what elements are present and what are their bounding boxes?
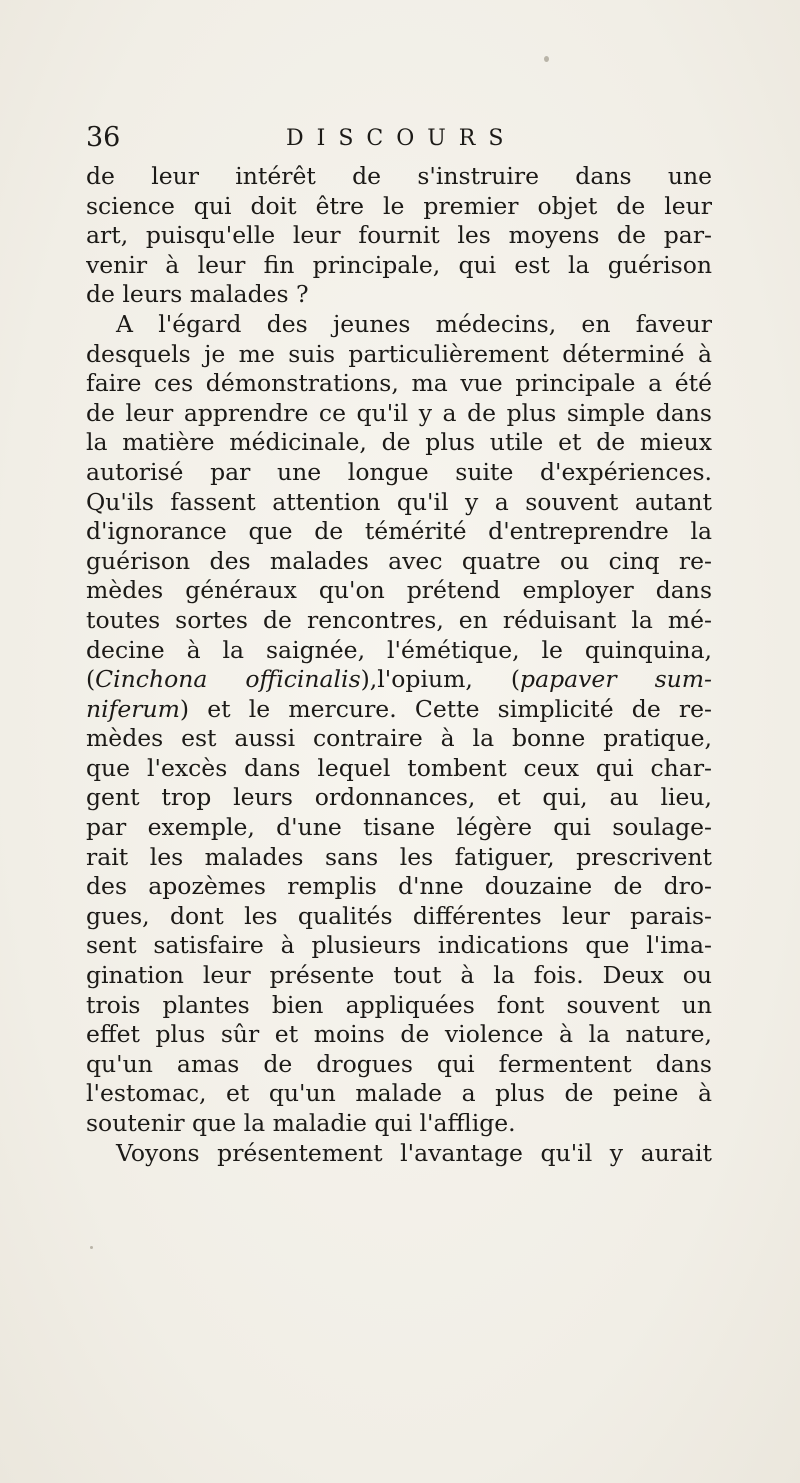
text-line: trois plantes bien appliquées font souvent un [86,990,712,1019]
text-line: sent satisfaire à plusieurs indications que l'ima- [86,931,712,960]
text-line: faire ces démonstrations, ma vue principale a été [86,369,712,398]
text-line: de leurs malades ? [86,280,309,309]
text-line: Qu'ils fassent attention qu'il y a souvent autant [86,487,712,516]
text-line: de leur intérêt de s'instruire dans une [86,162,712,190]
body-text [86,162,712,1168]
text-line: soutenir que la maladie qui l'afflige. [86,1109,516,1137]
punctuation: ( [86,665,96,694]
text-line: science qui doit être le premier objet de leur [86,191,712,220]
text-line: mèdes est aussi contraire à la bonne pratique, [86,724,712,753]
text-line: decine à la saignée, l'émétique, le quinquina, [86,635,712,664]
text-line-with-latin [86,665,712,695]
text-line: par exemple, d'une tisane légère qui soulage- [86,813,712,842]
paper-speck [90,1246,93,1249]
text-line: gues, dont les qualités différentes leur parais- [86,901,712,930]
text-line: mèdes généraux qu'on prétend employer dans [86,576,712,605]
text-line: qu'un amas de drogues qui fermentent dans [86,1049,712,1078]
text-line: autorisé par une longue suite d'expériences. [86,457,712,486]
latin-name: Cinchona officinalis [95,665,361,694]
running-head: DISCOURS [286,126,517,151]
text-line: gent trop leurs ordonnances, et qui, au lieu, [86,783,712,812]
paragraph-start-line: Voyons présentement l'avantage qu'il y aurait [116,1138,712,1167]
text-line-with-latin [86,695,712,725]
latin-name: papaver sum- [520,665,712,694]
paper-speck [544,56,549,62]
inline-text: ) et le mercure. Cette simplicité de re- [179,694,712,723]
inline-text: ),l'opium, ( [360,665,521,694]
text-line: desquels je me suis particulièrement déterminé à [86,339,712,368]
text-line: effet plus sûr et moins de violence à la nature, [86,1020,712,1049]
text-line: la matière médicinale, de plus utile et de mieux [86,428,712,457]
paragraph-start-line: A l'égard des jeunes médecins, en faveur [116,309,712,338]
latin-name: niferum [86,694,180,723]
page-header [86,122,712,162]
text-line: venir à leur fin principale, qui est la guérison [86,250,712,279]
text-line: d'ignorance que de témérité d'entreprendre la [86,517,712,546]
text-line: l'estomac, et qu'un malade a plus de peine à [86,1079,712,1108]
text-line: que l'excès dans lequel tombent ceux qui char- [86,753,712,782]
text-line: de leur apprendre ce qu'il y a de plus simple dans [86,398,712,427]
page-number: 36 [86,122,121,153]
text-line: art, puisqu'elle leur fournit les moyens de par- [86,221,712,250]
text-line: gination leur présente tout à la fois. Deux ou [86,961,712,990]
text-line: guérison des malades avec quatre ou cinq re- [86,546,712,575]
text-line: toutes sortes de rencontres, en réduisant la mé- [86,605,712,634]
text-line: rait les malades sans les fatiguer, prescrivent [86,842,712,871]
text-line: des apozèmes remplis d'nne douzaine de dro- [86,872,712,901]
